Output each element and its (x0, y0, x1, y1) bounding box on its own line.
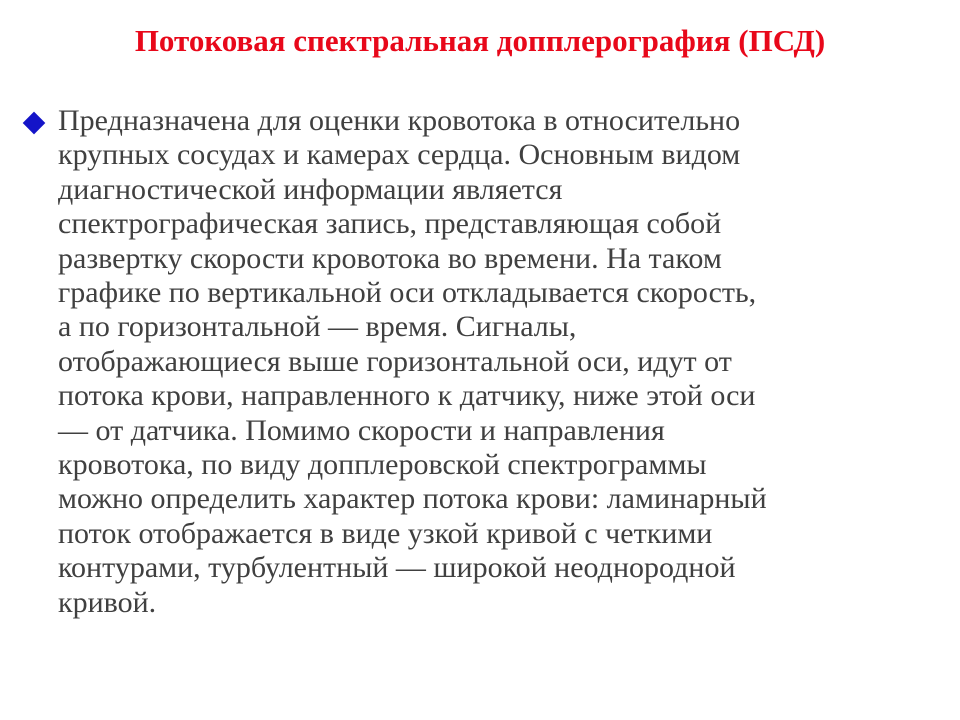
body-line: диагностической информации является (58, 172, 563, 206)
body-line: крупных сосудах и камерах сердца. Основным видом (58, 138, 741, 172)
body-line: потока крови, направленного к датчику, ниже этой оси (58, 379, 756, 413)
diamond-bullet-icon (23, 112, 46, 135)
body-line: спектрографическая запись, представляющая собой (58, 207, 722, 241)
body-line: графике по вертикальной оси откладывается скорость, (58, 276, 757, 310)
body-line: а по горизонтальной — время. Сигналы, (58, 310, 577, 344)
body-line: контурами, турбулентный — широкой неоднородной (58, 551, 736, 585)
body-line: Предназначена для оценки кровотока в относительно (58, 104, 741, 137)
bullet-text (58, 104, 948, 620)
slide-title: Потоковая спектральная допплерография (ПСД) (134, 23, 826, 58)
body-line: кривой. (58, 585, 157, 619)
body-line: развертку скорости кровотока во времени. На таком (58, 241, 722, 275)
body-line: кровотока, по виду допплеровской спектрограммы (58, 448, 707, 482)
body-line: можно определить характер потока крови: ламинарный (58, 482, 767, 516)
body-line: отображающиеся выше горизонтальной оси, идут от (58, 344, 732, 378)
body-line: — от датчика. Помимо скорости и направления (58, 413, 665, 447)
body-line: поток отображается в виде узкой кривой с четкими (58, 516, 713, 550)
